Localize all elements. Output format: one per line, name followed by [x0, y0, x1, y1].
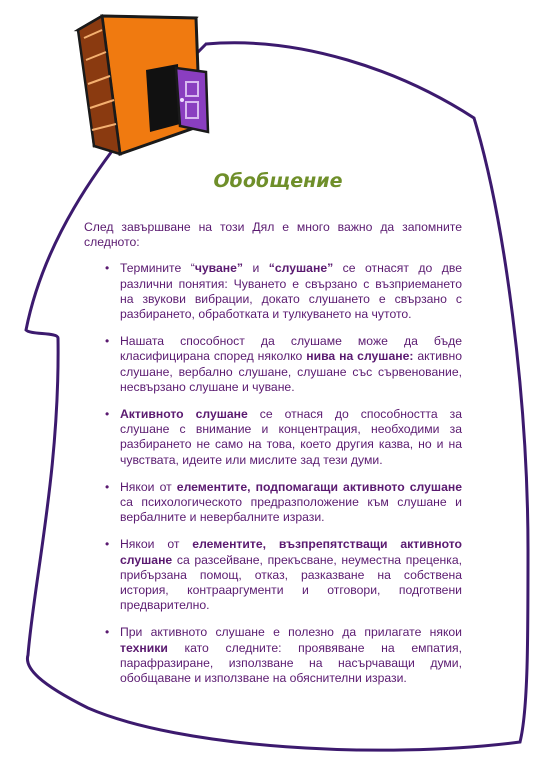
- bullet-icon: •: [105, 334, 110, 349]
- intro-text: След завършване на този Дял е много важно да запомните следното:: [84, 220, 462, 250]
- emphasis-text: елементите, подпомагащи активното слушане: [176, 479, 462, 494]
- summary-content: [84, 220, 462, 698]
- emphasis-text: Активното слушане: [120, 407, 248, 422]
- bullet-icon: •: [105, 625, 110, 640]
- summary-item: [105, 261, 462, 322]
- item-text: Термините “: [120, 261, 195, 276]
- item-text: се отнася до способността за слушане с внимание и концентрация, необходими за разбирането не само на това, което другия казва, но и на чувствата, идеите или мислите зад тези думи.: [120, 407, 462, 467]
- emphasis-text: чуване”: [194, 261, 244, 276]
- item-text: Някои от: [120, 537, 193, 552]
- item-text: и: [243, 261, 269, 276]
- item-text: са разсейване, прекъсване, неуместна преценка, прибързана помощ, отказ, разказване на собствена история, контрааргументи и отговори, подготвени предварително.: [120, 552, 462, 613]
- summary-item: [105, 479, 462, 526]
- item-text: При активното слушане е полезно да прилагате някои: [120, 625, 462, 640]
- summary-list: [84, 261, 462, 686]
- emphasis-text: нива на слушане:: [306, 349, 414, 364]
- summary-item: [105, 334, 462, 395]
- summary-item: [105, 537, 462, 613]
- bullet-icon: •: [105, 537, 110, 552]
- emphasis-text: техники: [120, 640, 168, 655]
- item-text: Някои от: [120, 479, 177, 494]
- item-text: активно слушане, вербално слушане, слушане със сървенование, несвързано слушане и чуване.: [120, 349, 462, 394]
- bullet-icon: •: [105, 261, 110, 276]
- emphasis-text: “слушане”: [268, 261, 334, 276]
- bullet-icon: •: [105, 479, 110, 494]
- summary-item: [105, 407, 462, 468]
- summary-item: [105, 625, 462, 686]
- emphasis-text: елементите, възпрепятстващи активното слушане: [120, 537, 462, 567]
- item-text: Нашата способност да слушаме може да бъде класифицирана според няколко: [120, 334, 462, 364]
- item-text: са психологическото предразположение към слушане и вербалните и невербалните изрази.: [120, 495, 462, 525]
- item-text: като следните: проявяване на емпатия, парафразиране, използване на насърчаващи думи, обобщаване и използване на обяснителни изрази.: [120, 640, 462, 686]
- book-with-door-icon: [72, 8, 222, 160]
- page-title: Обобщение: [213, 170, 343, 192]
- item-text: се отнасят до две различни понятия: Чуването е свързано с възприемането на звукови вибрации, докато слушането е свързано с разбирането, обработката и тулкуването на чутото.: [120, 261, 462, 322]
- bullet-icon: •: [105, 407, 110, 422]
